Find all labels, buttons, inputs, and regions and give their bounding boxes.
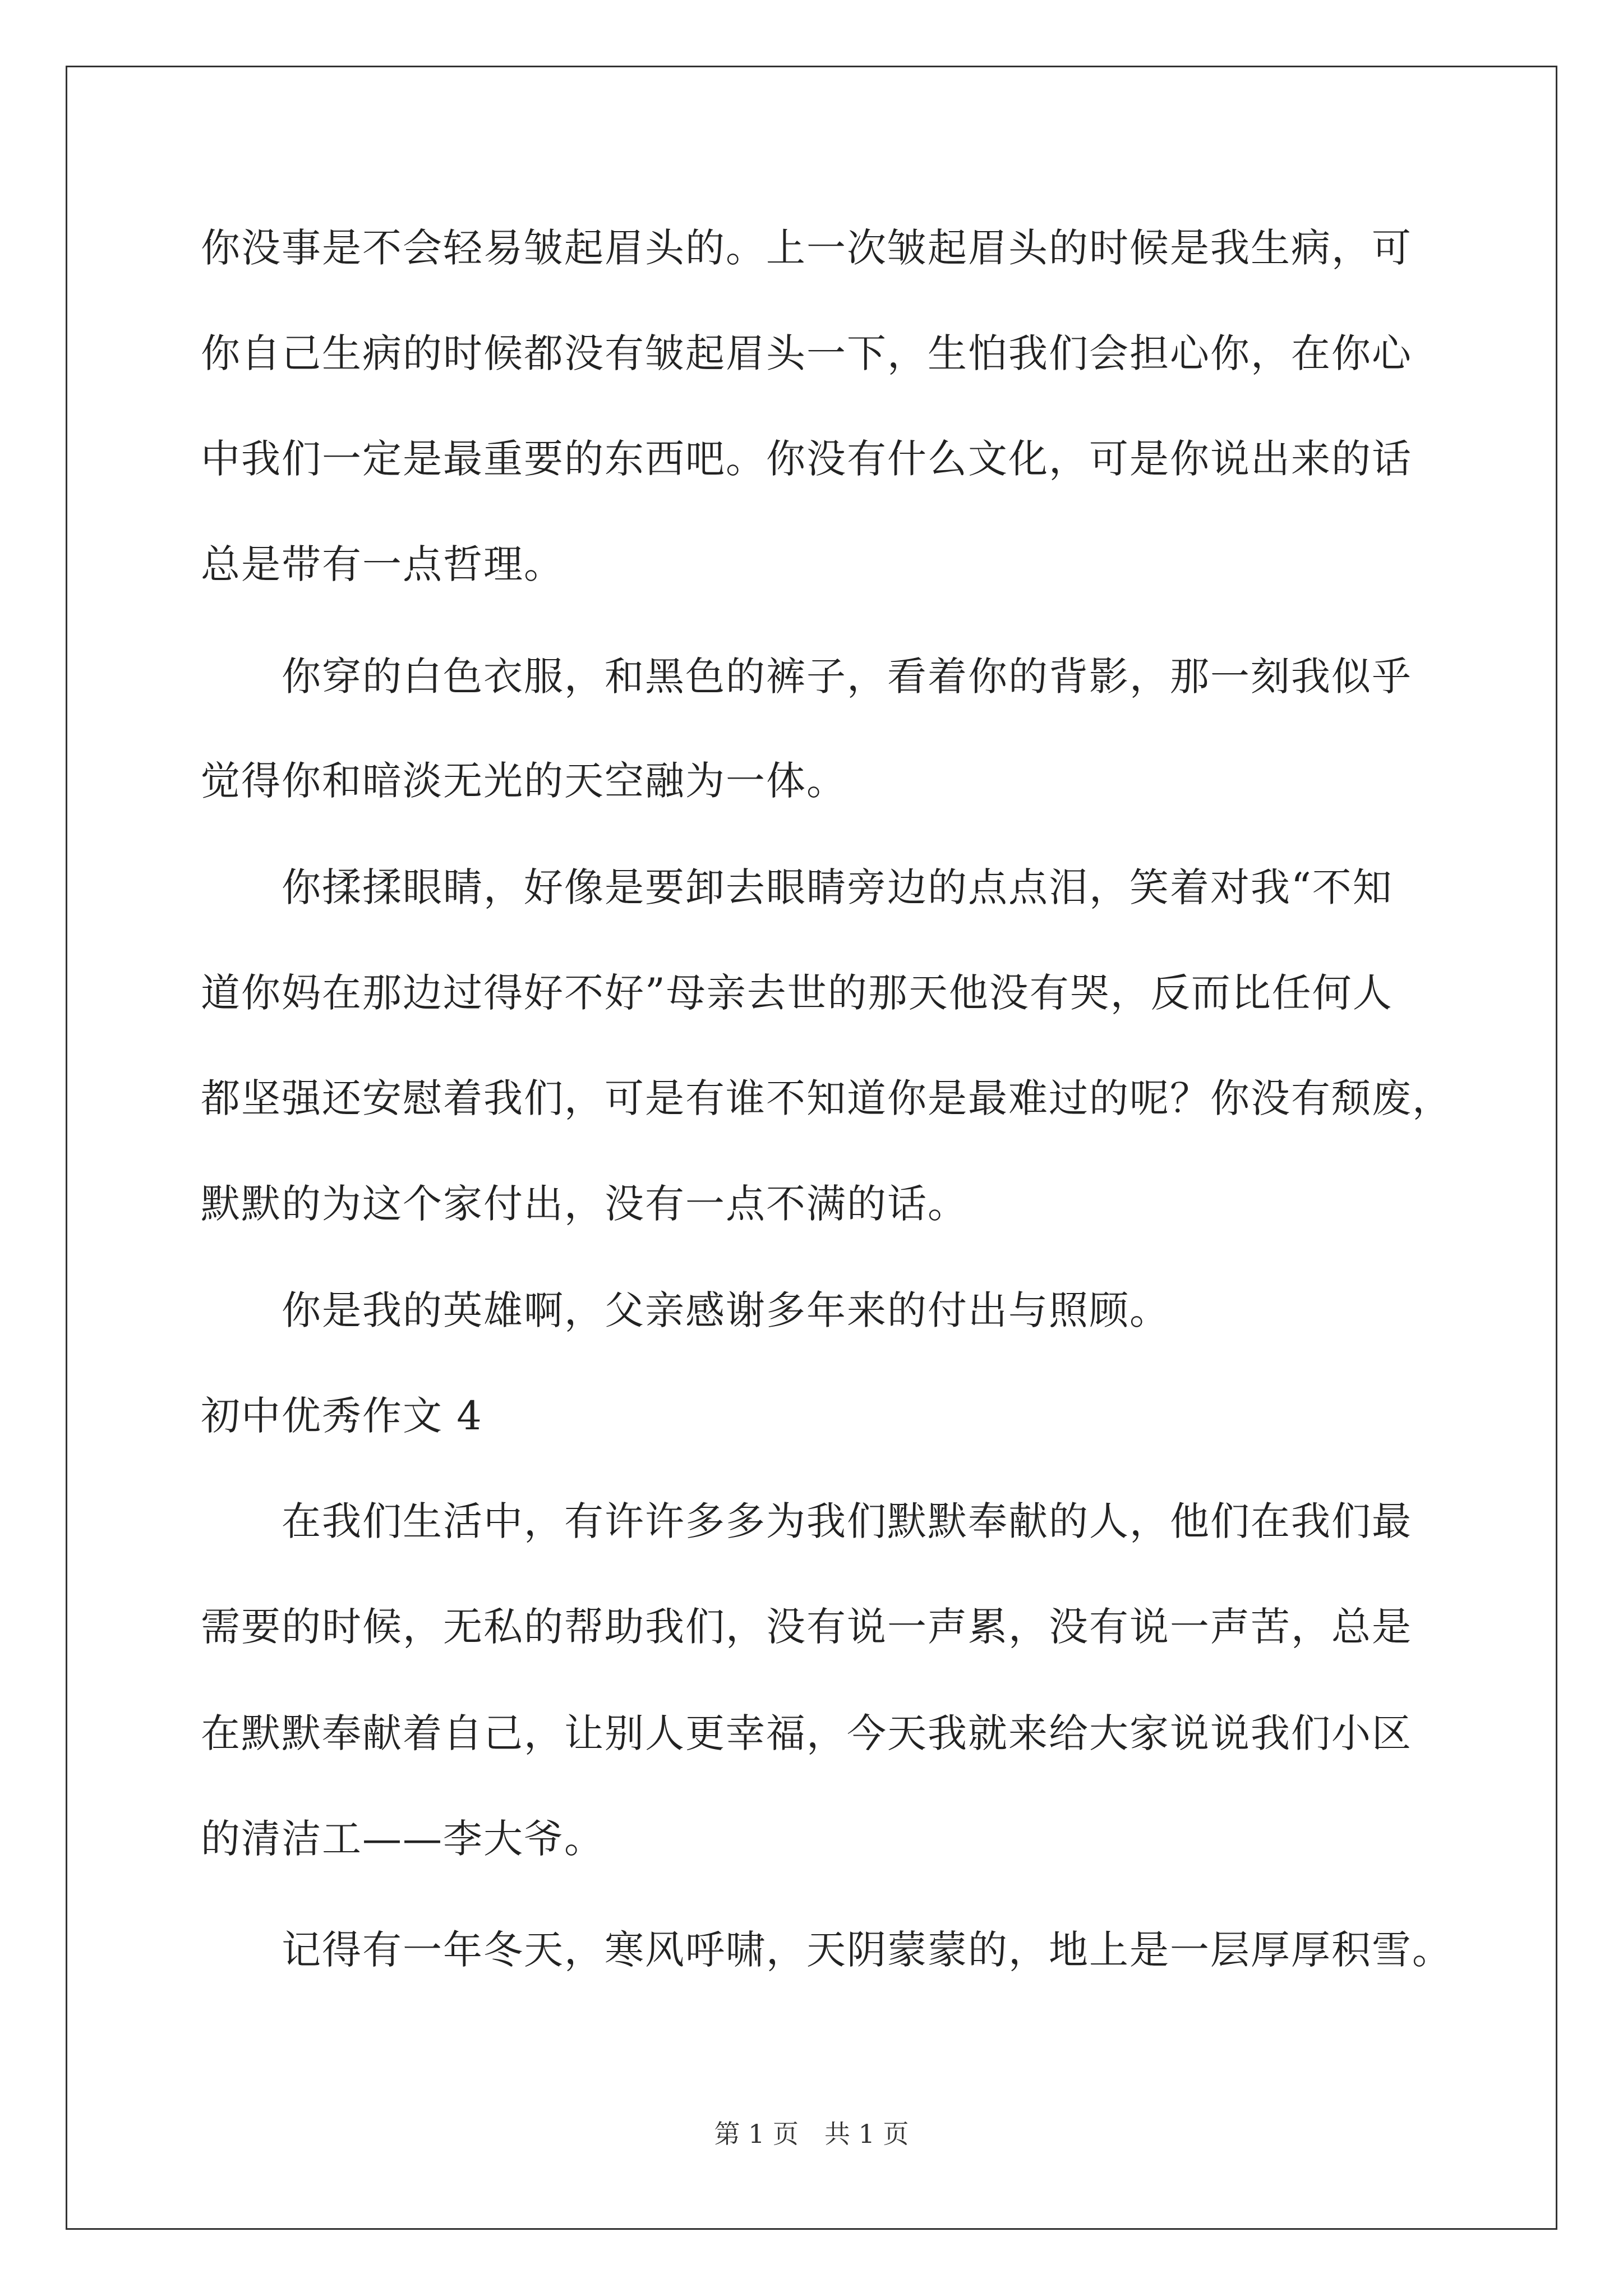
text-line: 中我们一定是最重要的东西吧。你没有什么文化，可是你说出来的话 xyxy=(201,436,1412,482)
page-frame xyxy=(66,66,1557,2230)
text-line: 道你妈在那边过得好不好”母亲去世的那天他没有哭，反而比任何人 xyxy=(201,970,1393,1016)
page-number-footer: 第 1 页 共 1 页 xyxy=(714,2119,909,2149)
text-line: 的清洁工——李大爷。 xyxy=(201,1816,605,1862)
section-heading: 初中优秀作文 4 xyxy=(201,1393,483,1439)
text-line: 觉得你和暗淡无光的天空融为一体。 xyxy=(201,758,847,804)
text-line: 你穿的白色衣服，和黑色的裤子，看着你的背影，那一刻我似乎 xyxy=(201,654,1412,700)
text-line: 默默的为这个家付出，没有一点不满的话。 xyxy=(201,1181,968,1227)
text-line: 记得有一年冬天，寒风呼啸，天阴蒙蒙的，地上是一层厚厚积雪。 xyxy=(201,1927,1453,1973)
text-line: 你自己生病的时候都没有皱起眉头一下，生怕我们会担心你，在你心 xyxy=(201,330,1412,376)
text-line: 你是我的英雄啊，父亲感谢多年来的付出与照顾。 xyxy=(201,1287,1170,1333)
text-line: 在我们生活中，有许许多多为我们默默奉献的人，他们在我们最 xyxy=(201,1498,1412,1544)
text-line: 都坚强还安慰着我们，可是有谁不知道你是最难过的呢？你没有颓废， xyxy=(201,1075,1453,1121)
text-line: 你没事是不会轻易皱起眉头的。上一次皱起眉头的时候是我生病，可 xyxy=(201,225,1412,271)
text-line: 在默默奉献着自己，让别人更幸福，今天我就来给大家说说我们小区 xyxy=(201,1710,1412,1756)
text-line: 总是带有一点哲理。 xyxy=(201,541,564,587)
text-line: 需要的时候，无私的帮助我们，没有说一声累，没有说一声苦，总是 xyxy=(201,1604,1412,1650)
text-line: 你揉揉眼睛，好像是要卸去眼睛旁边的点点泪，笑着对我“不知 xyxy=(201,864,1393,910)
